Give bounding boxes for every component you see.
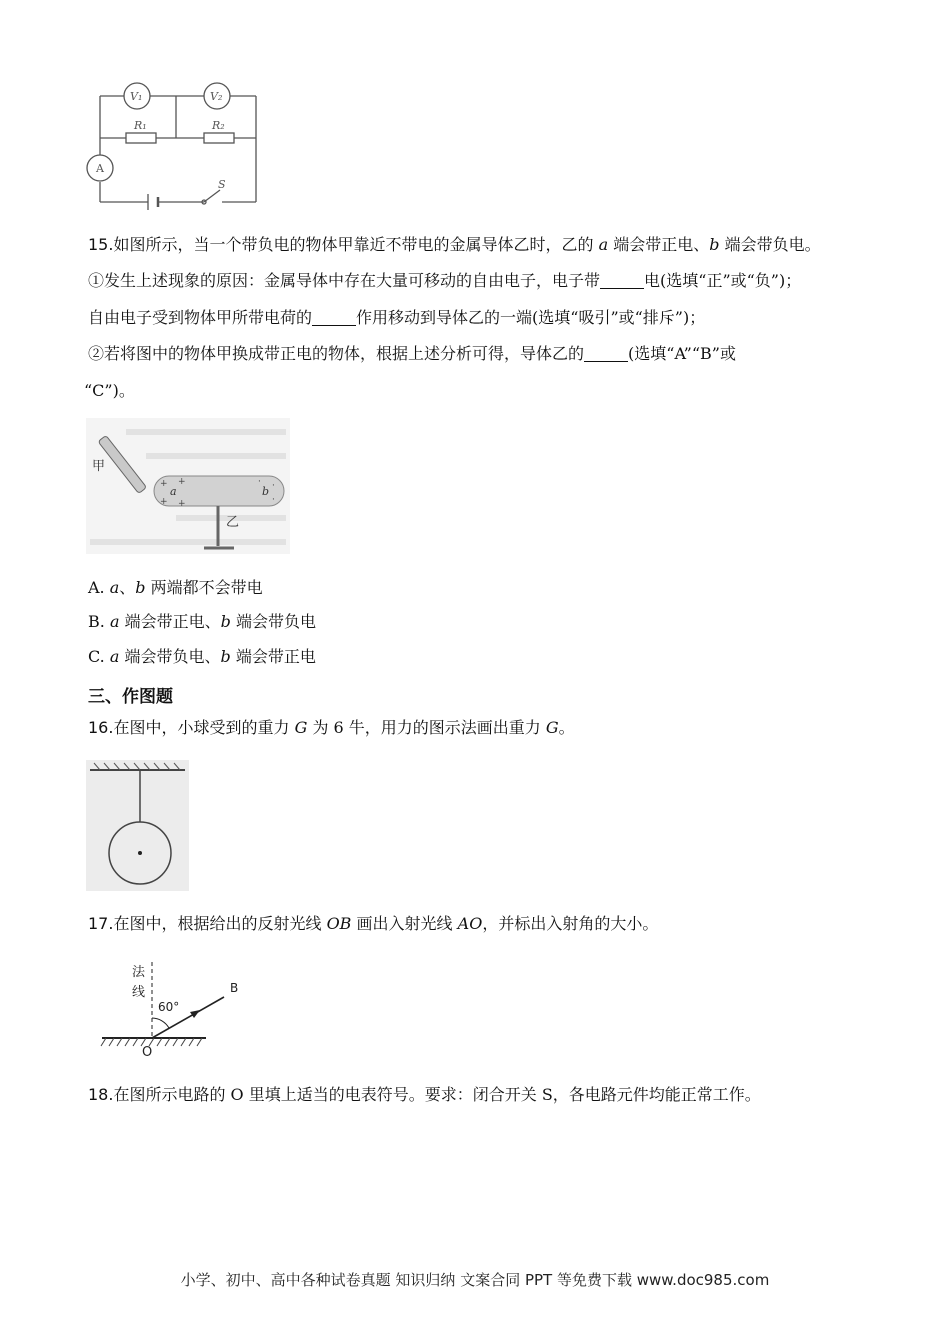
point-o-label: O (142, 1045, 153, 1060)
q15-number: 15. (88, 235, 114, 254)
q15-option-c[interactable]: C. a 端会带负电、b 端会带正电 (88, 647, 316, 666)
answer-blank[interactable] (600, 272, 644, 289)
q15-part2: ②若将图中的物体甲换成带正电的物体，根据上述分析可得，导体乙的 (选填“A”“B”或 (88, 344, 736, 363)
q15-stem: 15.如图所示，当一个带负电的物体甲靠近不带电的金属导体乙时，乙的 a 端会带正电、b 端会带负电。 (88, 235, 821, 254)
circuit-diagram-v1-v2 (86, 80, 266, 214)
q15-option-b[interactable]: B. a 端会带正电、b 端会带负电 (88, 612, 316, 631)
svg-text:+: + (178, 499, 186, 509)
angle-label: 60° (158, 1000, 180, 1014)
q17-stem: 17.在图中，根据给出的反射光线 OB 画出入射光线 AO，并标出入射角的大小。 (88, 914, 659, 933)
conductor-induction-figure (86, 418, 290, 554)
switch-label: S (218, 178, 226, 191)
q15-part2-cont: “C”)。 (84, 381, 135, 400)
page-footer: 小学、初中、高中各种试卷真题 知识归纳 文案合同 PPT 等免费下载 www.doc985.com (180, 1271, 770, 1289)
q18-stem: 18.在图所示电路的 O 里填上适当的电表符号。要求：闭合开关 S，各电路元件均能正常工作。 (88, 1085, 761, 1104)
svg-text:·: · (272, 495, 275, 505)
q16-stem: 16.在图中，小球受到的重力 G 为 6 牛，用力的图示法画出重力 G。 (88, 718, 575, 737)
q15-part1: ①发生上述现象的原因：金属导体中存在大量可移动的自由电子，电子带 电(选填“正”或“负”)； (88, 271, 802, 290)
svg-text:+: + (160, 497, 168, 507)
b-end-label: b (262, 485, 270, 498)
svg-text:·: · (272, 481, 275, 491)
point-b-label: B (230, 981, 239, 995)
hanging-ball-figure (86, 760, 189, 891)
svg-text:+: + (160, 479, 168, 489)
svg-text:+: + (178, 477, 186, 487)
normal-label-2: 线 (132, 985, 146, 1000)
v2-label: V₂ (210, 90, 223, 103)
answer-blank[interactable] (584, 345, 628, 362)
jia-label: 甲 (92, 459, 106, 474)
q15-option-a[interactable]: A. a、b 两端都不会带电 (88, 578, 263, 597)
section-heading: 三、作图题 (88, 687, 173, 707)
svg-text:·: · (258, 477, 261, 487)
reflection-figure (100, 958, 239, 1060)
v1-label: V₁ (130, 90, 143, 103)
r1-label: R₁ (134, 119, 147, 132)
ammeter-label: A (96, 162, 104, 175)
yi-label: 乙 (226, 515, 240, 530)
answer-blank[interactable] (312, 309, 356, 326)
q15-part1b: 自由电子受到物体甲所带电荷的 作用移动到导体乙的一端(选填“吸引”或“排斥”)； (88, 308, 706, 327)
a-end-label: a (170, 485, 177, 498)
r2-label: R₂ (212, 119, 225, 132)
normal-label-1: 法 (132, 965, 146, 980)
